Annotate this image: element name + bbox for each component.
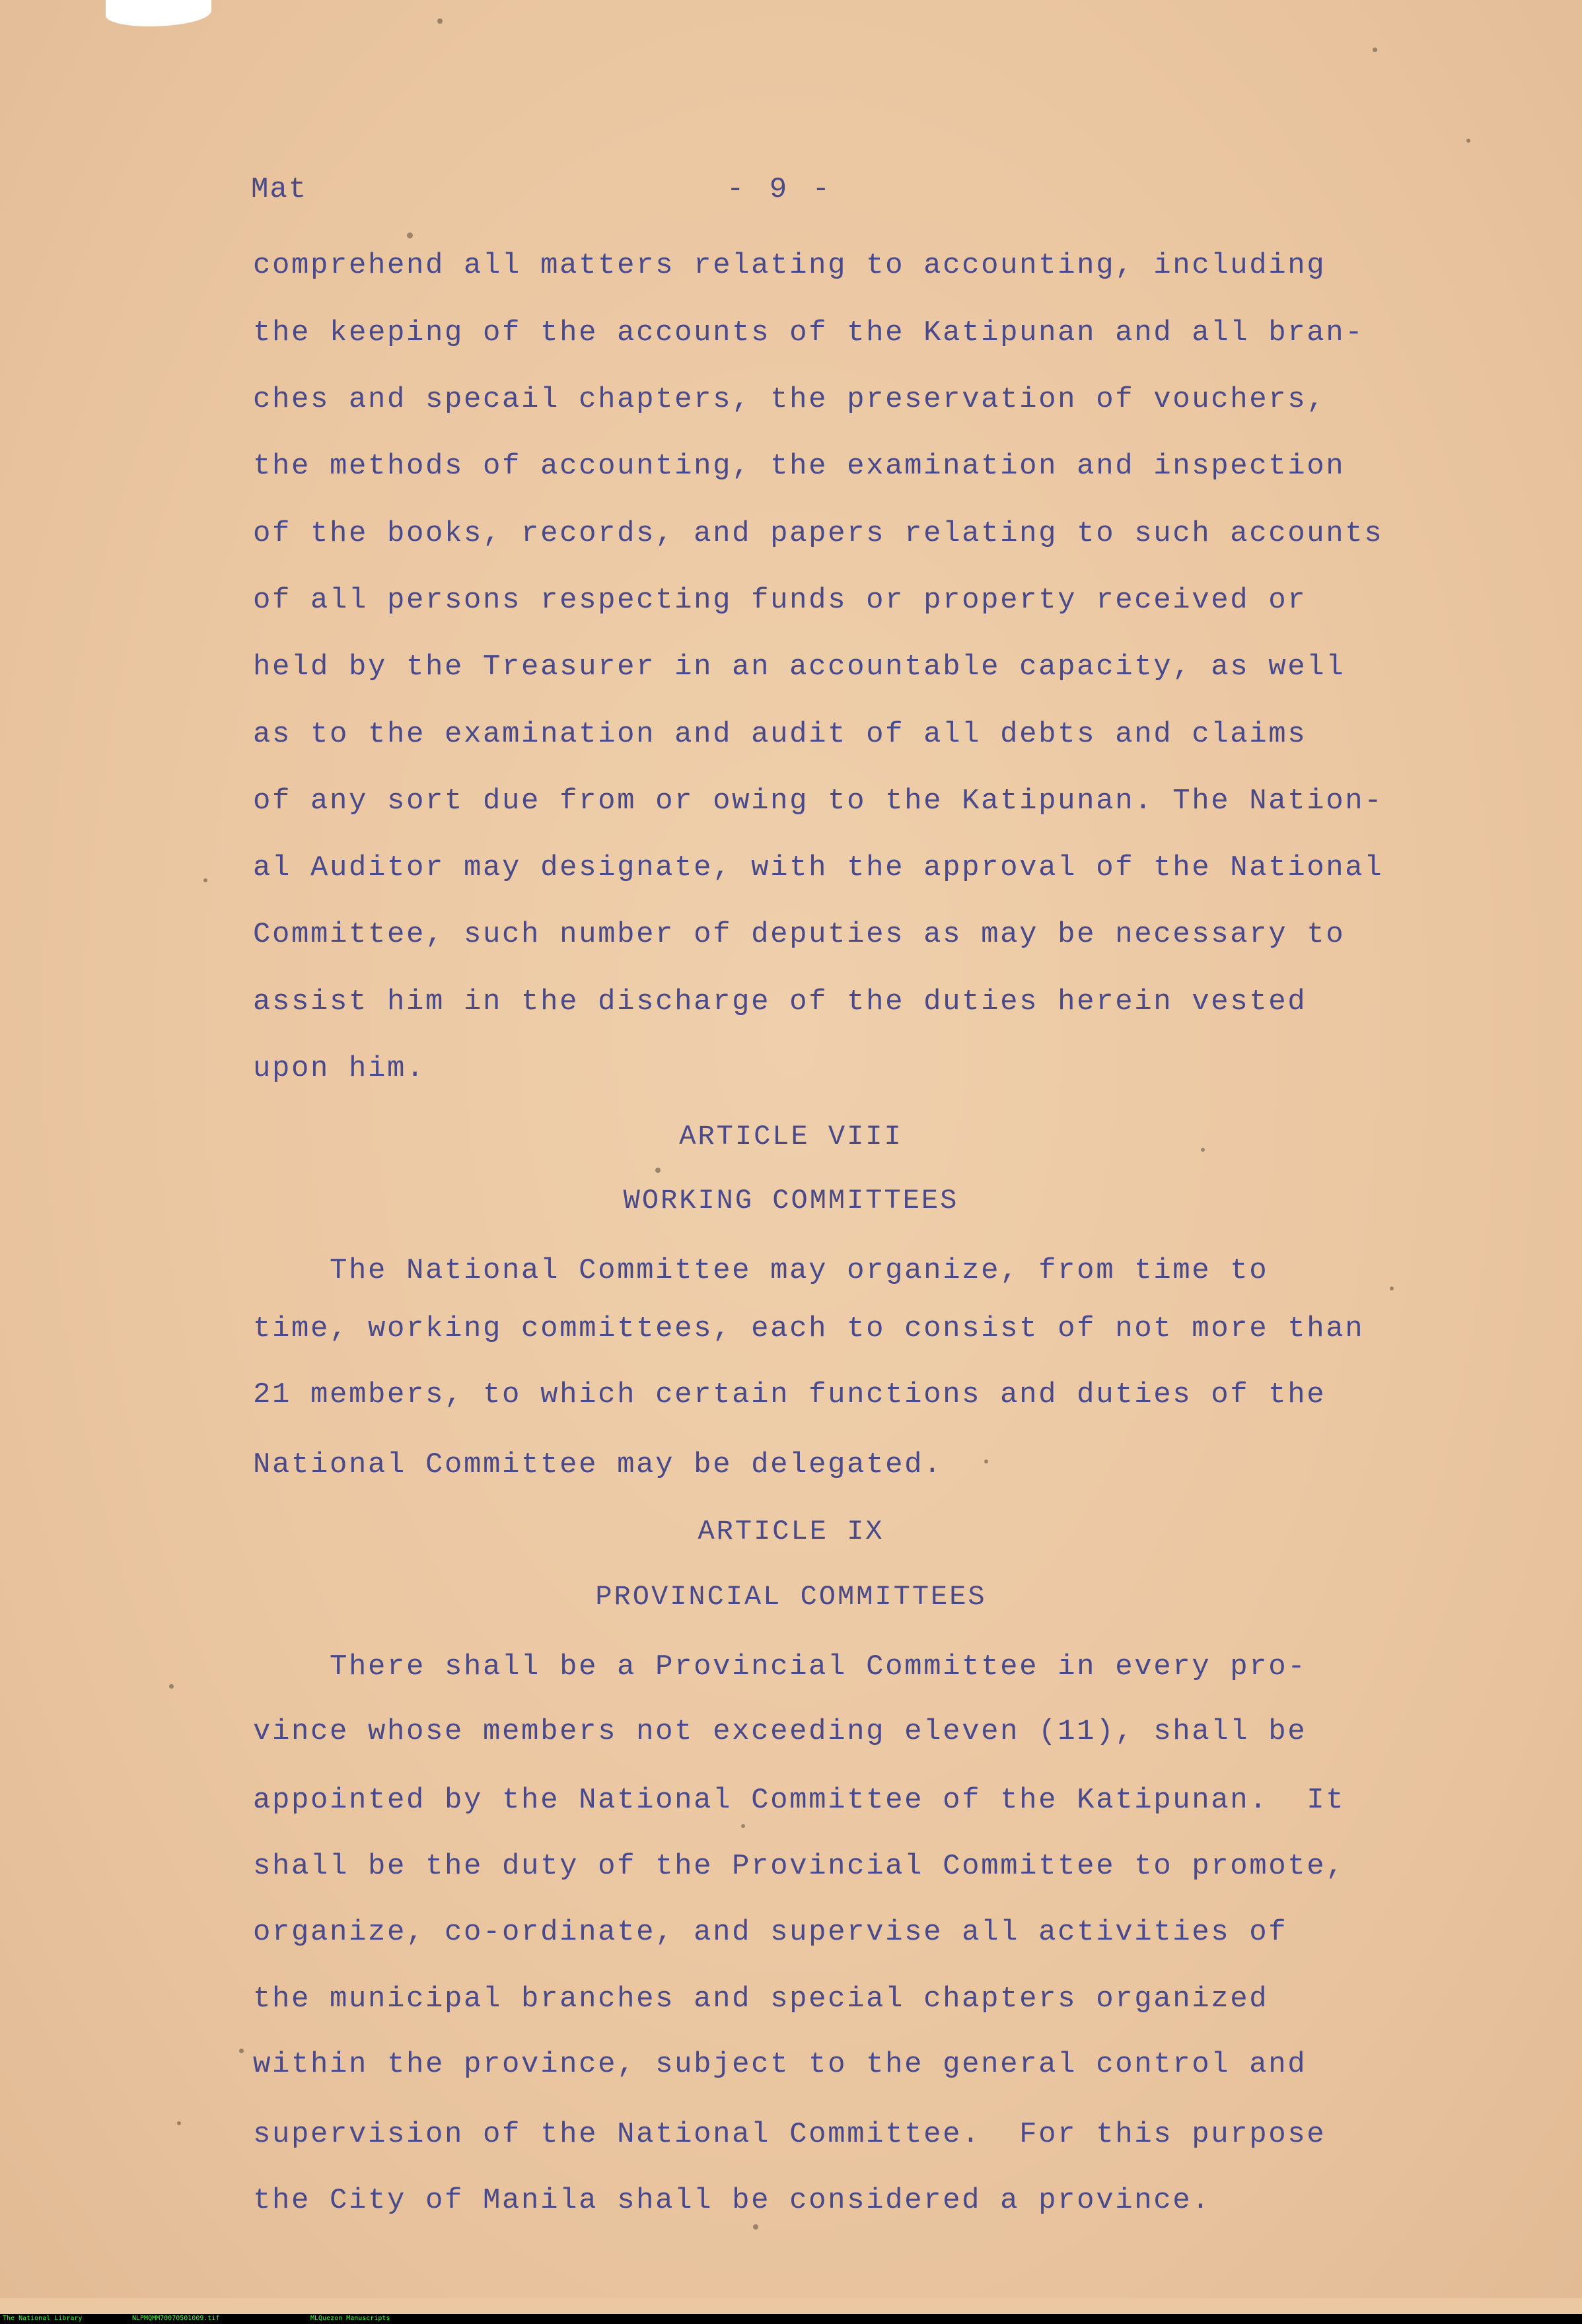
paper-speck: [437, 18, 443, 24]
text-line: the City of Manila shall be considered a province.: [253, 2184, 1211, 2217]
scan-footer-bar: [0, 2314, 1582, 2324]
text-line: upon him.: [253, 1052, 426, 1085]
paper-speck: [1373, 48, 1377, 52]
paper-speck: [741, 1824, 745, 1828]
text-line: as to the examination and audit of all debts and claims: [253, 718, 1307, 751]
text-line: vince whose members not exceeding eleven (11), shall be: [253, 1715, 1307, 1748]
text-line: of all persons respecting funds or property received or: [253, 584, 1307, 617]
paper-speck: [407, 232, 413, 238]
footer-collection: MLQuezon Manuscripts: [310, 2315, 390, 2322]
text-line: shall be the duty of the Provincial Committee to promote,: [253, 1850, 1346, 1883]
text-line: 21 members, to which certain functions and duties of the: [253, 1378, 1326, 1411]
paper-speck: [177, 2121, 181, 2125]
text-line: ches and specail chapters, the preservation of vouchers,: [253, 383, 1326, 416]
article-title: WORKING COMMITTEES: [623, 1185, 959, 1216]
paper-speck: [239, 2049, 244, 2053]
text-line: comprehend all matters relating to accounting, including: [253, 249, 1326, 282]
text-line: The National Committee may organize, from time to: [253, 1254, 1269, 1287]
paper-speck: [984, 1460, 988, 1463]
article-number: ARTICLE VIII: [679, 1121, 903, 1152]
article-title: PROVINCIAL COMMITTEES: [595, 1581, 987, 1613]
text-line: supervision of the National Committee. For this purpose: [253, 2118, 1326, 2151]
article-number: ARTICLE IX: [698, 1516, 884, 1547]
text-line: of the books, records, and papers relating to such accounts: [253, 517, 1384, 550]
text-line: assist him in the discharge of the duties herein vested: [253, 985, 1307, 1018]
paper-speck: [1390, 1286, 1394, 1290]
paper-speck: [1201, 1148, 1205, 1152]
text-line: held by the Treasurer in an accountable capacity, as well: [253, 651, 1346, 684]
text-line: time, working committees, each to consist of not more than: [253, 1312, 1365, 1345]
footer-file-id: NLPMQMM70070501009.tif: [132, 2315, 220, 2322]
text-line: al Auditor may designate, with the approval of the National: [253, 851, 1384, 884]
paper-speck: [655, 1168, 661, 1173]
text-line: of any sort due from or owing to the Katipunan. The Nation-: [253, 785, 1384, 818]
text-line: National Committee may be delegated.: [253, 1448, 943, 1481]
text-line: the municipal branches and special chapters organized: [253, 1983, 1269, 2016]
header-initials: Mat: [251, 173, 308, 206]
paper-speck: [169, 1684, 174, 1689]
text-line: organize, co-ordinate, and supervise all activities of: [253, 1916, 1288, 1949]
text-line: Committee, such number of deputies as may be necessary to: [253, 918, 1346, 951]
text-line: There shall be a Provincial Committee in every pro-: [253, 1650, 1307, 1683]
torn-corner: [106, 0, 211, 26]
page-number: - 9 -: [727, 173, 834, 206]
text-line: appointed by the National Committee of the Katipunan. It: [253, 1784, 1346, 1817]
paper-speck: [753, 2224, 758, 2230]
text-line: the methods of accounting, the examination and inspection: [253, 450, 1346, 483]
paper-speck: [1466, 139, 1470, 143]
paper-speck: [203, 878, 207, 882]
text-line: within the province, subject to the general control and: [253, 2048, 1307, 2081]
text-line: the keeping of the accounts of the Katipunan and all bran-: [253, 316, 1365, 349]
footer-library: The National Library: [3, 2315, 83, 2322]
